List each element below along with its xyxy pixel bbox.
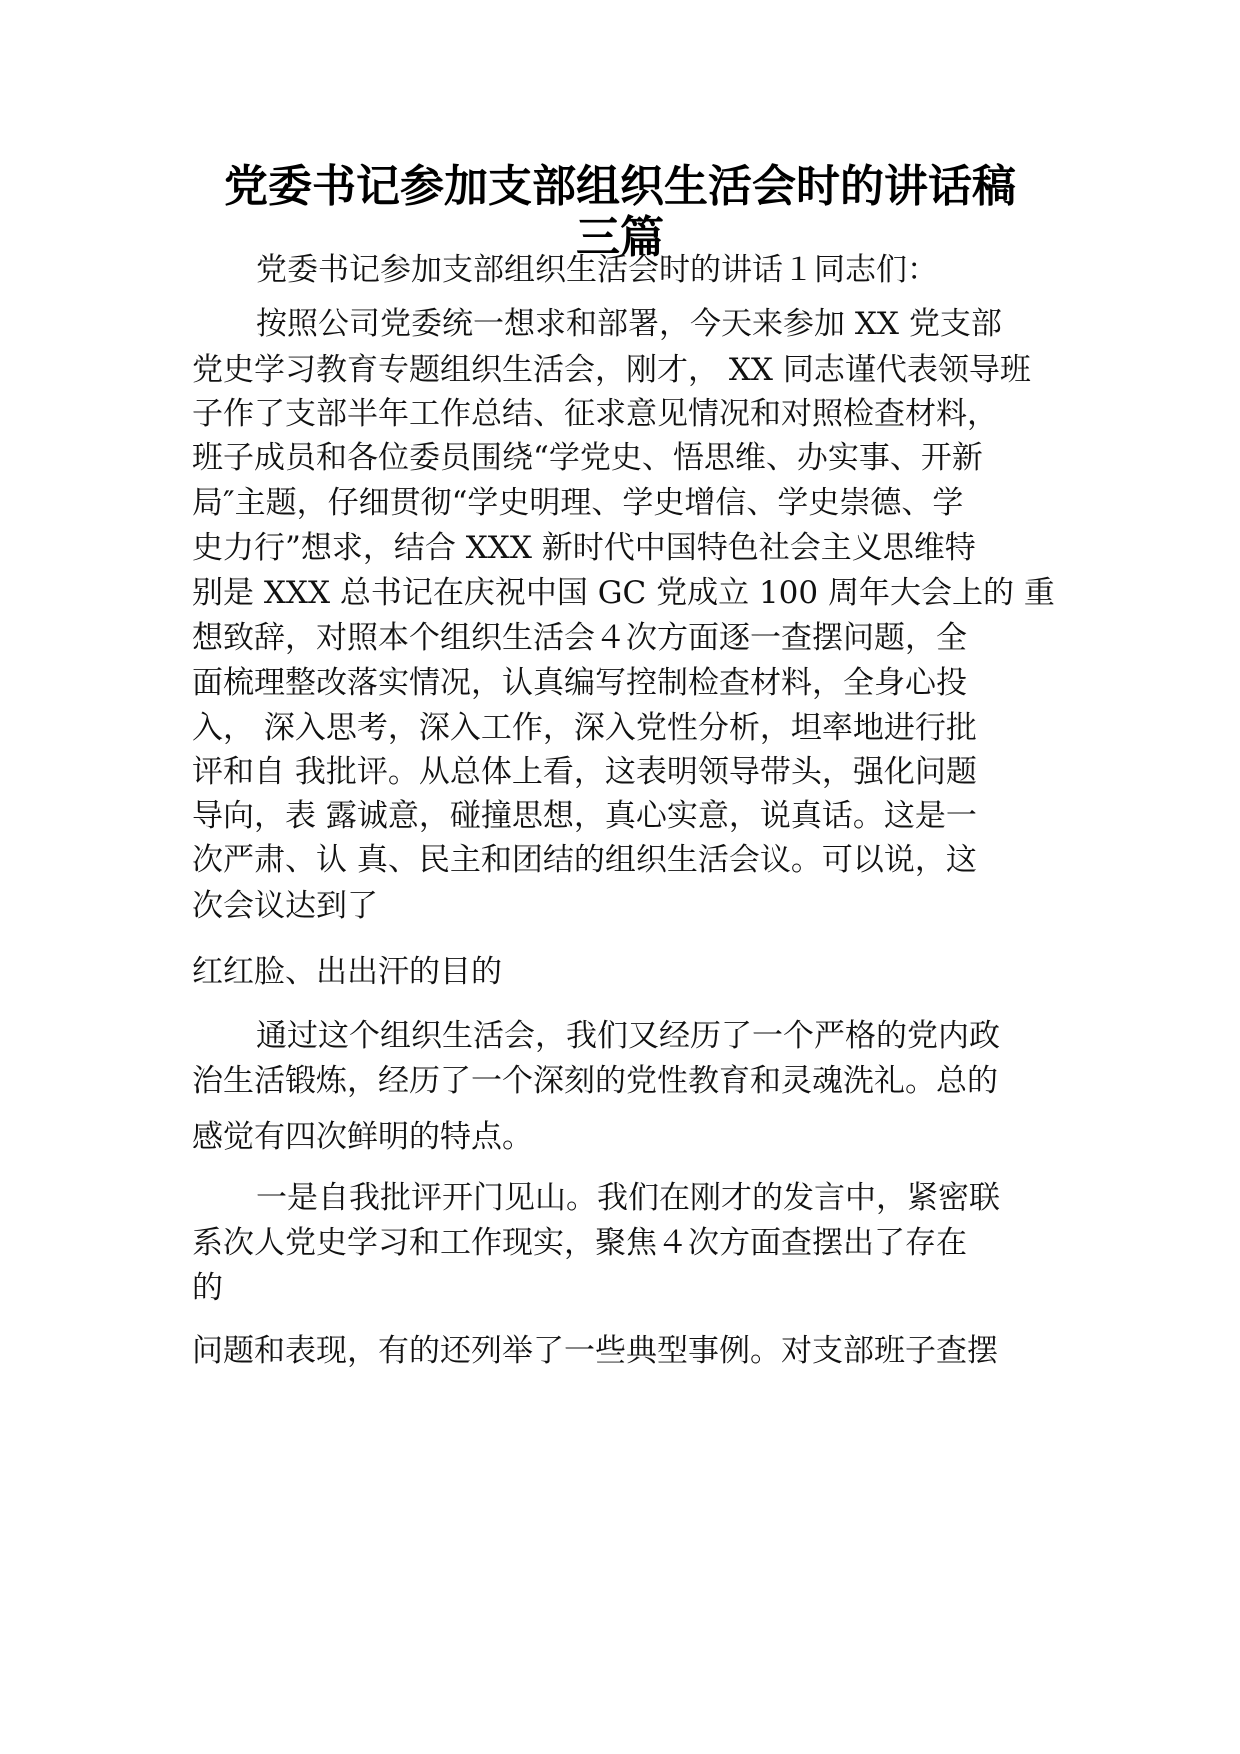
text-line: 红红脸、出出汗的目的 — [192, 954, 502, 990]
text-line: 评和自 我批评。从总体上看，这表明领导带头，强化问题 — [192, 754, 977, 790]
text-line: 的 — [192, 1270, 223, 1306]
text-line: 问题和表现，有的还列举了一些典型事例。对支部班子查摆 — [192, 1333, 998, 1369]
text-line: 按照公司党委统一想求和部署，今天来参加 XX 党支部 — [256, 306, 1002, 342]
text-line: 别是 XXX 总书记在庆祝中国 GC 党成立 100 周年大会上的 重 — [192, 575, 1055, 611]
text-line: 面梳理整改落实情况，认真编写控制检查材料，全身心投 — [192, 665, 967, 701]
text-line: 党委书记参加支部组织生活会时的讲话１同志们： — [256, 252, 938, 288]
text-line: 治生活锻炼，经历了一个深刻的党性教育和灵魂洗礼。总的 — [192, 1063, 998, 1099]
text-line: 子作了支部半年工作总结、征求意见情况和对照检查材料， — [192, 396, 998, 432]
text-line: 通过这个组织生活会，我们又经历了一个严格的党内政 — [256, 1018, 1000, 1054]
text-line: 导向，表 露诚意，碰撞思想，真心实意，说真话。这是一 — [192, 798, 977, 834]
text-line: 党史学习教育专题组织生活会，刚才， XX 同志谨代表领导班 — [192, 352, 1031, 388]
text-line: 一是自我批评开门见山。我们在刚才的发言中，紧密联 — [256, 1180, 1000, 1216]
text-line: 次严肃、认 真、民主和团结的组织生活会议。可以说，这 — [192, 842, 977, 878]
text-line: 感觉有四次鲜明的特点。 — [192, 1119, 533, 1155]
text-line: 入， 深入思考，深入工作，深入党性分析，坦率地进行批 — [192, 710, 977, 746]
text-line: 史力行”想求，结合 XXX 新时代中国特色社会主义思维特 — [192, 530, 976, 566]
text-line: 局″主题，仔细贯彻“学史明理、学史增信、学史崇德、学 — [192, 485, 964, 521]
text-line: 次会议达到了 — [192, 888, 378, 924]
text-line: 班子成员和各位委员围绕“学党史、悟思维、办实事、开新 — [192, 440, 983, 476]
document-title-line-1: 党委书记参加支部组织生活会时的讲话稿 — [224, 161, 1016, 212]
document-title-line-2: 三篇 — [576, 212, 664, 263]
text-line: 想致辞，对照本个组织生活会４次方面逐一查摆问题，全 — [192, 620, 967, 656]
text-line: 系次人党史学习和工作现实，聚焦４次方面查摆出了存在 — [192, 1225, 967, 1261]
